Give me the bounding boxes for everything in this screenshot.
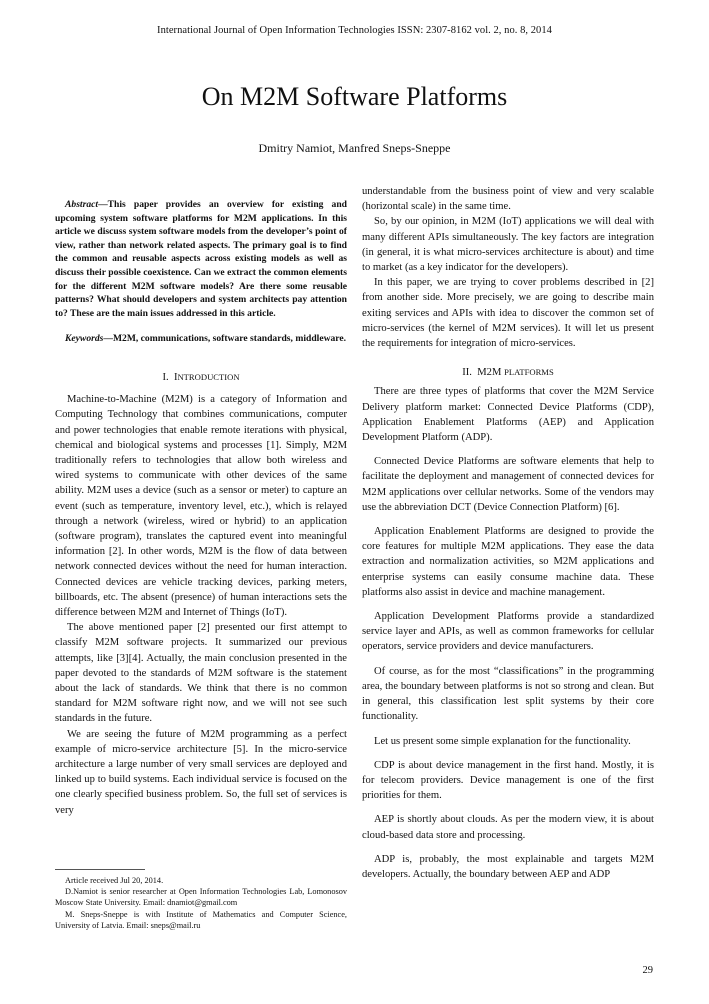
intro-paragraph: Machine-to-Machine (M2M) is a category of Information and Computing Technology that combines communications, computer and power technologies that enable remote iterations with physical, chemical and biological systems and processes [1]. Simply, M2M traditionally refers to technologies that allow both wireless and wired systems to communicate with other devices of the same ability. M2M uses a device (such as a sensor or meter) to capture an event (such as temperature, inventory level, etc.), which is relayed through a network (wireless, wired or hybrid) to an application (software program), translates the captured event into meaningful information [2]. In other words, M2M is the flow of data between network connected devices without the need for human interaction. Connected devices are vehicle tracking devices, parking meters, billboards, etc. The absent (presence) of human interactions sets the difference between M2M and Internet of Things (IoT). bbox=[55, 394, 347, 618]
section-number: II. bbox=[462, 367, 472, 379]
platforms-paragraph: Let us present some simple explanation for the functionality. bbox=[374, 735, 631, 747]
section-heading-platforms bbox=[362, 365, 654, 380]
section-number: I. bbox=[162, 371, 169, 383]
footnote: M. Sneps-Sneppe is with Institute of Mathematics and Computer Science, University of Latvia. Email: sneps@mail.ru bbox=[55, 909, 347, 930]
section-heading-introduction bbox=[55, 370, 347, 385]
platforms-paragraph: ADP is, probably, the most explainable and targets M2M developers. Actually, the boundary between AEP and ADP bbox=[362, 853, 654, 880]
platforms-paragraph: There are three types of platforms that cover the M2M Service Delivery platform market: Connected Device Platforms (CDP), Application Enablement Platforms (AEP) and Application Development Platform (ADP). bbox=[362, 386, 654, 444]
intro-paragraph: We are seeing the future of M2M programming as a perfect example of micro-service architecture [5]. In the micro-service architecture a large number of very small services are deployed and linked up to build systems. Each individual service is focused on the one clearly specified business problem. So, the full set of services is very bbox=[55, 728, 347, 816]
footnotes bbox=[55, 875, 347, 931]
intro-paragraph: The above mentioned paper [2] presented our first attempt to classify M2M software projects. It summarized our previous attempts, like [3][4]. Actually, the main conclusion presented in the paper devoted to the standards of M2M software is the statement about the lack of standards. We think that there is no common standard for M2M software right now, and we will not see such standards in the future. bbox=[55, 622, 347, 725]
keywords bbox=[55, 332, 347, 346]
keywords-label: Keywords bbox=[65, 333, 104, 345]
platforms-paragraph: AEP is shortly about clouds. As per the modern view, it is about cloud-based data store and processing. bbox=[362, 814, 654, 841]
section-title-rest: NTRODUCTION bbox=[177, 371, 240, 382]
left-column bbox=[55, 198, 347, 818]
page-number: 29 bbox=[642, 965, 653, 976]
paper-title: On M2M Software Platforms bbox=[201, 82, 508, 111]
platforms-paragraph: Of course, as for the most “classifications” in the programming area, the boundary between platforms is not so strong and clean. But in general, this classification lest split systems by their core functionality. bbox=[362, 665, 654, 723]
section-title-small: PLATFORMS bbox=[504, 367, 554, 378]
abstract bbox=[55, 198, 347, 320]
running-header: International Journal of Open Information Technologies ISSN: 2307-8162 vol. 2, no. 8, 2014 bbox=[157, 25, 552, 36]
intro-continuation: understandable from the business point of view and very scalable (horizontal scale) in the same time. bbox=[362, 186, 654, 213]
platforms-paragraph: Application Enablement Platforms are designed to provide the core features for multiple M2M applications. They ease the data extraction and normalization activities, so M2M applications and enterprise systems can easily consume machine data. These platforms also assist in device and machine management. bbox=[362, 526, 654, 598]
platforms-paragraph: Connected Device Platforms are software elements that help to facilitate the deployment and management of connected devices for M2M applications over cellular networks. Some of the vendors may use the abbreviation DCT (Device Connection Platform) [6]. bbox=[362, 456, 654, 513]
platforms-paragraph: CDP is about device management in the first hand. Mostly, it is for telecom providers. Device management is one of the first priorities for them. bbox=[362, 759, 654, 802]
footnote: D.Namiot is senior researcher at Open Information Technologies Lab, Lomonosov Moscow State University. Email: dnamiot@gmail.com bbox=[55, 887, 347, 908]
footnote-divider bbox=[55, 869, 145, 870]
section-title-main: M2M bbox=[477, 367, 502, 379]
intro-paragraph: So, by our opinion, in M2M (IoT) applications we will deal with many different APIs simultaneously. The key factors are integration (in general, it is what micro-services architecture is about) and time to market (as a key indicator for the developers). bbox=[362, 216, 654, 274]
abstract-text: —This paper provides an overview for existing and upcoming system software platforms for M2M applications. In this article we discuss system software models from the developer’s point of view, rather than network related aspects. The primary goal is to find the common and reusable aspects across existing models as well as discuss their possible coexistence. Can we extract the common elements for the different M2M software models? Are there some reusable patterns? What should developers and system architects pay attention to? These are the main issues addressed in this article. bbox=[55, 199, 347, 319]
footnote: Article received Jul 20, 2014. bbox=[65, 876, 164, 885]
author-list: Dmitry Namiot, Manfred Sneps-Sneppe bbox=[258, 141, 451, 155]
platforms-paragraph: Application Development Platforms provide a standardized service layer and APIs, as well as common frameworks for cellular operators, service providers and device manufacturers. bbox=[362, 611, 654, 653]
right-column bbox=[362, 184, 654, 882]
abstract-label: Abstract bbox=[65, 199, 99, 210]
keywords-text: —M2M, communications, software standards, middleware. bbox=[103, 333, 347, 345]
section-title-initial: I bbox=[173, 371, 178, 383]
intro-paragraph: In this paper, we are trying to cover problems described in [2] from another side. More precisely, we are going to describe main exiting services and APIs with idea to discover the common set of micro-services (the kernel of M2M services). It will let us present the requirements for integration of micro-services. bbox=[362, 277, 654, 350]
